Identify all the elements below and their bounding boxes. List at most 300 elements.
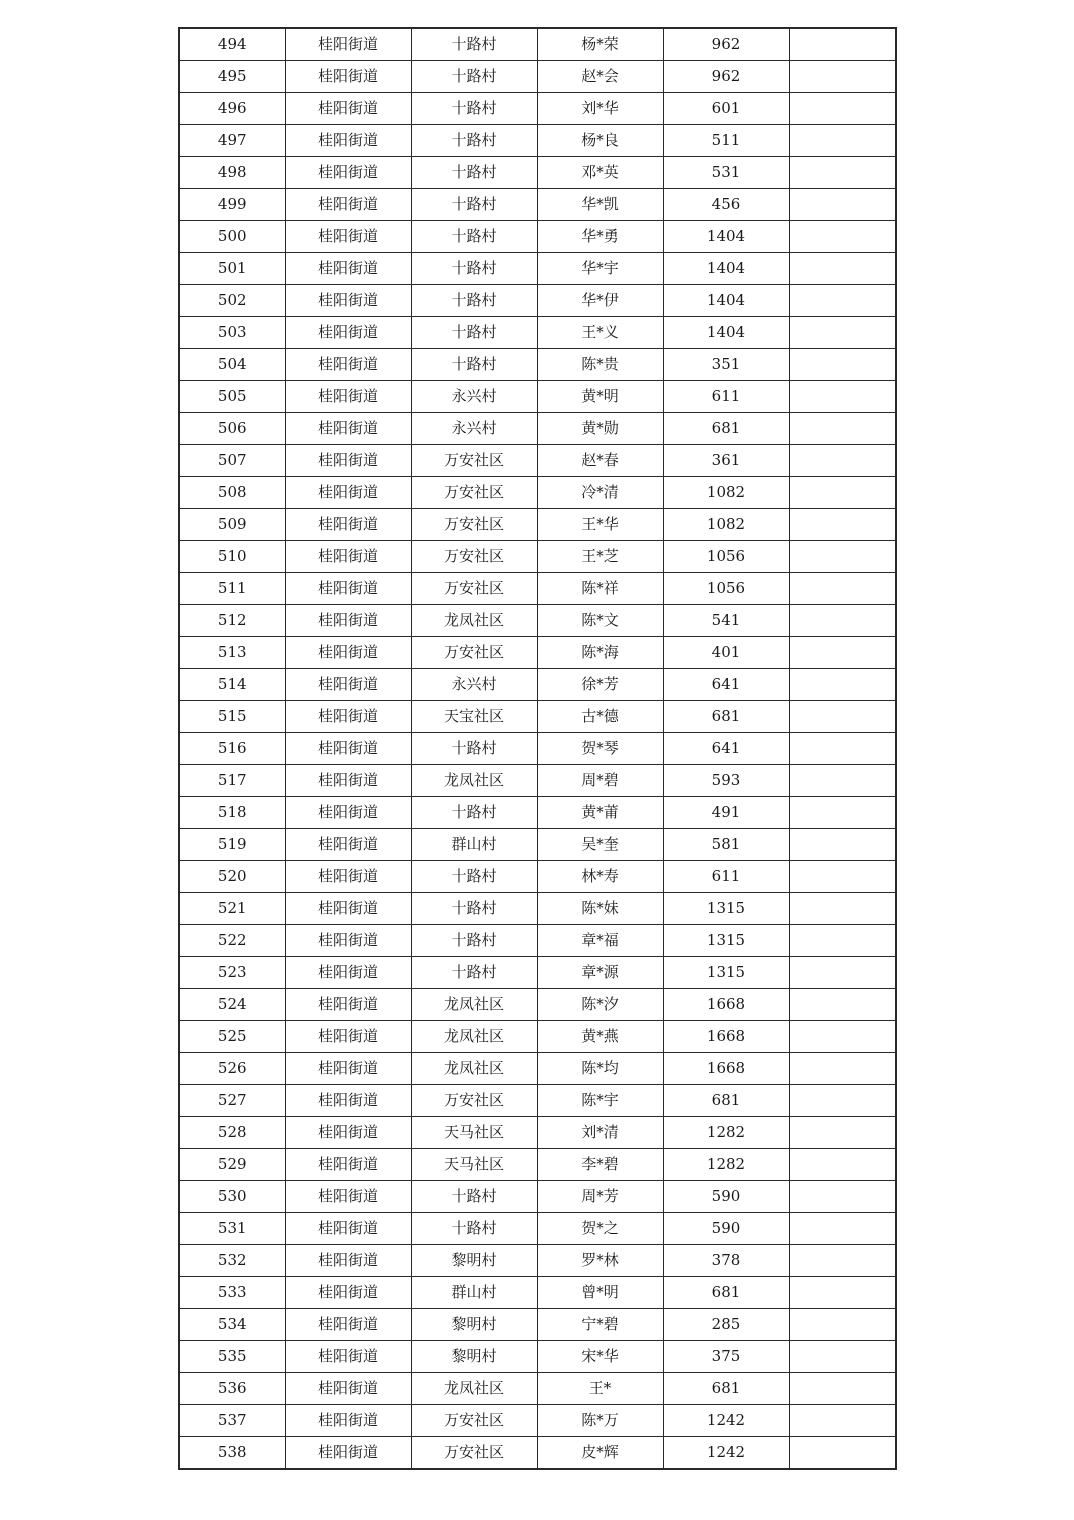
table-row	[179, 1213, 896, 1245]
street-cell: 桂阳街道	[285, 285, 411, 317]
name-cell: 罗*林	[537, 1245, 663, 1277]
name-cell: 冷*清	[537, 477, 663, 509]
village-cell: 十路村	[411, 893, 537, 925]
row-number-cell: 530	[179, 1181, 285, 1213]
amount-cell: 1282	[663, 1117, 789, 1149]
name-cell: 陈*祥	[537, 573, 663, 605]
table-row	[179, 669, 896, 701]
note-cell	[789, 1245, 896, 1277]
table-row	[179, 285, 896, 317]
note-cell	[789, 1437, 896, 1470]
amount-cell: 378	[663, 1245, 789, 1277]
village-cell: 黎明村	[411, 1341, 537, 1373]
note-cell	[789, 285, 896, 317]
village-cell: 十路村	[411, 28, 537, 61]
village-cell: 万安社区	[411, 445, 537, 477]
note-cell	[789, 1277, 896, 1309]
village-cell: 十路村	[411, 221, 537, 253]
name-cell: 杨*荣	[537, 28, 663, 61]
table-row	[179, 1405, 896, 1437]
street-cell: 桂阳街道	[285, 989, 411, 1021]
village-cell: 十路村	[411, 93, 537, 125]
street-cell: 桂阳街道	[285, 1085, 411, 1117]
village-cell: 群山村	[411, 829, 537, 861]
amount-cell: 590	[663, 1213, 789, 1245]
amount-cell: 1668	[663, 989, 789, 1021]
village-cell: 永兴村	[411, 413, 537, 445]
note-cell	[789, 125, 896, 157]
street-cell: 桂阳街道	[285, 93, 411, 125]
amount-cell: 1056	[663, 573, 789, 605]
note-cell	[789, 1181, 896, 1213]
name-cell: 宋*华	[537, 1341, 663, 1373]
street-cell: 桂阳街道	[285, 1021, 411, 1053]
table-row	[179, 957, 896, 989]
note-cell	[789, 1341, 896, 1373]
row-number-cell: 506	[179, 413, 285, 445]
row-number-cell: 533	[179, 1277, 285, 1309]
row-number-cell: 519	[179, 829, 285, 861]
street-cell: 桂阳街道	[285, 1213, 411, 1245]
row-number-cell: 509	[179, 509, 285, 541]
street-cell: 桂阳街道	[285, 1149, 411, 1181]
table-row	[179, 1373, 896, 1405]
name-cell: 古*德	[537, 701, 663, 733]
name-cell: 陈*汐	[537, 989, 663, 1021]
name-cell: 陈*妹	[537, 893, 663, 925]
note-cell	[789, 989, 896, 1021]
name-cell: 赵*会	[537, 61, 663, 93]
note-cell	[789, 1149, 896, 1181]
village-cell: 万安社区	[411, 477, 537, 509]
street-cell: 桂阳街道	[285, 28, 411, 61]
amount-cell: 1315	[663, 957, 789, 989]
name-cell: 陈*文	[537, 605, 663, 637]
village-cell: 十路村	[411, 285, 537, 317]
village-cell: 万安社区	[411, 1405, 537, 1437]
table-row	[179, 1245, 896, 1277]
row-number-cell: 505	[179, 381, 285, 413]
row-number-cell: 524	[179, 989, 285, 1021]
note-cell	[789, 957, 896, 989]
village-cell: 龙凤社区	[411, 1021, 537, 1053]
street-cell: 桂阳街道	[285, 669, 411, 701]
village-cell: 十路村	[411, 925, 537, 957]
name-cell: 章*源	[537, 957, 663, 989]
name-cell: 吴*奎	[537, 829, 663, 861]
name-cell: 华*凯	[537, 189, 663, 221]
street-cell: 桂阳街道	[285, 221, 411, 253]
table-row	[179, 1117, 896, 1149]
table-row	[179, 573, 896, 605]
row-number-cell: 517	[179, 765, 285, 797]
street-cell: 桂阳街道	[285, 381, 411, 413]
row-number-cell: 504	[179, 349, 285, 381]
note-cell	[789, 573, 896, 605]
name-cell: 刘*清	[537, 1117, 663, 1149]
row-number-cell: 515	[179, 701, 285, 733]
row-number-cell: 502	[179, 285, 285, 317]
table-row	[179, 893, 896, 925]
row-number-cell: 537	[179, 1405, 285, 1437]
street-cell: 桂阳街道	[285, 413, 411, 445]
table-row	[179, 317, 896, 349]
table-row	[179, 1277, 896, 1309]
row-number-cell: 497	[179, 125, 285, 157]
note-cell	[789, 605, 896, 637]
note-cell	[789, 797, 896, 829]
amount-cell: 351	[663, 349, 789, 381]
table-row	[179, 1437, 896, 1470]
name-cell: 黄*莆	[537, 797, 663, 829]
note-cell	[789, 669, 896, 701]
street-cell: 桂阳街道	[285, 637, 411, 669]
village-cell: 龙凤社区	[411, 1373, 537, 1405]
table-row	[179, 829, 896, 861]
amount-cell: 681	[663, 701, 789, 733]
amount-cell: 1315	[663, 925, 789, 957]
name-cell: 贺*琴	[537, 733, 663, 765]
table-row	[179, 221, 896, 253]
row-number-cell: 511	[179, 573, 285, 605]
name-cell: 曾*明	[537, 1277, 663, 1309]
street-cell: 桂阳街道	[285, 1053, 411, 1085]
amount-cell: 1404	[663, 317, 789, 349]
note-cell	[789, 61, 896, 93]
village-cell: 十路村	[411, 253, 537, 285]
amount-cell: 456	[663, 189, 789, 221]
street-cell: 桂阳街道	[285, 1117, 411, 1149]
row-number-cell: 522	[179, 925, 285, 957]
amount-cell: 611	[663, 381, 789, 413]
note-cell	[789, 1405, 896, 1437]
note-cell	[789, 1309, 896, 1341]
village-cell: 十路村	[411, 125, 537, 157]
street-cell: 桂阳街道	[285, 477, 411, 509]
name-cell: 陈*海	[537, 637, 663, 669]
table-row	[179, 93, 896, 125]
row-number-cell: 518	[179, 797, 285, 829]
name-cell: 林*寿	[537, 861, 663, 893]
row-number-cell: 529	[179, 1149, 285, 1181]
village-cell: 十路村	[411, 957, 537, 989]
amount-cell: 1404	[663, 285, 789, 317]
table-row	[179, 189, 896, 221]
note-cell	[789, 381, 896, 413]
note-cell	[789, 1213, 896, 1245]
name-cell: 陈*均	[537, 1053, 663, 1085]
name-cell: 王*	[537, 1373, 663, 1405]
street-cell: 桂阳街道	[285, 573, 411, 605]
row-number-cell: 531	[179, 1213, 285, 1245]
street-cell: 桂阳街道	[285, 765, 411, 797]
roster-table	[178, 27, 897, 1470]
village-cell: 万安社区	[411, 573, 537, 605]
street-cell: 桂阳街道	[285, 317, 411, 349]
village-cell: 十路村	[411, 1213, 537, 1245]
note-cell	[789, 93, 896, 125]
row-number-cell: 494	[179, 28, 285, 61]
name-cell: 徐*芳	[537, 669, 663, 701]
table-row	[179, 381, 896, 413]
note-cell	[789, 477, 896, 509]
amount-cell: 541	[663, 605, 789, 637]
village-cell: 天马社区	[411, 1117, 537, 1149]
row-number-cell: 528	[179, 1117, 285, 1149]
street-cell: 桂阳街道	[285, 1309, 411, 1341]
row-number-cell: 513	[179, 637, 285, 669]
note-cell	[789, 189, 896, 221]
table-row	[179, 413, 896, 445]
street-cell: 桂阳街道	[285, 1437, 411, 1470]
table-row	[179, 541, 896, 573]
table-row	[179, 125, 896, 157]
note-cell	[789, 1117, 896, 1149]
amount-cell: 1082	[663, 509, 789, 541]
note-cell	[789, 413, 896, 445]
village-cell: 万安社区	[411, 1085, 537, 1117]
row-number-cell: 512	[179, 605, 285, 637]
street-cell: 桂阳街道	[285, 701, 411, 733]
row-number-cell: 526	[179, 1053, 285, 1085]
roster-table-body	[179, 28, 896, 1469]
note-cell	[789, 925, 896, 957]
table-row	[179, 349, 896, 381]
street-cell: 桂阳街道	[285, 189, 411, 221]
name-cell: 皮*辉	[537, 1437, 663, 1470]
amount-cell: 962	[663, 61, 789, 93]
row-number-cell: 525	[179, 1021, 285, 1053]
amount-cell: 681	[663, 413, 789, 445]
village-cell: 万安社区	[411, 541, 537, 573]
street-cell: 桂阳街道	[285, 61, 411, 93]
row-number-cell: 495	[179, 61, 285, 93]
table-row	[179, 1021, 896, 1053]
village-cell: 十路村	[411, 61, 537, 93]
village-cell: 万安社区	[411, 1437, 537, 1470]
street-cell: 桂阳街道	[285, 957, 411, 989]
street-cell: 桂阳街道	[285, 349, 411, 381]
village-cell: 十路村	[411, 349, 537, 381]
row-number-cell: 536	[179, 1373, 285, 1405]
amount-cell: 962	[663, 28, 789, 61]
name-cell: 黄*明	[537, 381, 663, 413]
amount-cell: 681	[663, 1277, 789, 1309]
amount-cell: 1668	[663, 1021, 789, 1053]
name-cell: 王*芝	[537, 541, 663, 573]
table-row	[179, 1053, 896, 1085]
street-cell: 桂阳街道	[285, 541, 411, 573]
table-row	[179, 1181, 896, 1213]
name-cell: 周*芳	[537, 1181, 663, 1213]
table-row	[179, 925, 896, 957]
street-cell: 桂阳街道	[285, 893, 411, 925]
note-cell	[789, 893, 896, 925]
street-cell: 桂阳街道	[285, 1277, 411, 1309]
street-cell: 桂阳街道	[285, 1405, 411, 1437]
amount-cell: 641	[663, 733, 789, 765]
village-cell: 永兴村	[411, 669, 537, 701]
village-cell: 龙凤社区	[411, 1053, 537, 1085]
table-row	[179, 701, 896, 733]
street-cell: 桂阳街道	[285, 733, 411, 765]
street-cell: 桂阳街道	[285, 1341, 411, 1373]
note-cell	[789, 1021, 896, 1053]
row-number-cell: 499	[179, 189, 285, 221]
name-cell: 周*碧	[537, 765, 663, 797]
amount-cell: 1315	[663, 893, 789, 925]
table-row	[179, 861, 896, 893]
row-number-cell: 500	[179, 221, 285, 253]
table-row	[179, 1309, 896, 1341]
name-cell: 黄*燕	[537, 1021, 663, 1053]
table-row	[179, 733, 896, 765]
row-number-cell: 535	[179, 1341, 285, 1373]
village-cell: 天宝社区	[411, 701, 537, 733]
note-cell	[789, 861, 896, 893]
row-number-cell: 523	[179, 957, 285, 989]
name-cell: 陈*宇	[537, 1085, 663, 1117]
amount-cell: 611	[663, 861, 789, 893]
note-cell	[789, 1085, 896, 1117]
table-row	[179, 765, 896, 797]
amount-cell: 1242	[663, 1405, 789, 1437]
amount-cell: 681	[663, 1373, 789, 1405]
village-cell: 万安社区	[411, 637, 537, 669]
table-row	[179, 157, 896, 189]
note-cell	[789, 157, 896, 189]
name-cell: 宁*碧	[537, 1309, 663, 1341]
street-cell: 桂阳街道	[285, 797, 411, 829]
name-cell: 华*勇	[537, 221, 663, 253]
table-row	[179, 477, 896, 509]
street-cell: 桂阳街道	[285, 253, 411, 285]
table-row	[179, 28, 896, 61]
village-cell: 黎明村	[411, 1309, 537, 1341]
village-cell: 十路村	[411, 733, 537, 765]
row-number-cell: 527	[179, 1085, 285, 1117]
amount-cell: 401	[663, 637, 789, 669]
note-cell	[789, 541, 896, 573]
row-number-cell: 520	[179, 861, 285, 893]
note-cell	[789, 829, 896, 861]
village-cell: 十路村	[411, 797, 537, 829]
village-cell: 十路村	[411, 157, 537, 189]
street-cell: 桂阳街道	[285, 125, 411, 157]
village-cell: 万安社区	[411, 509, 537, 541]
street-cell: 桂阳街道	[285, 1373, 411, 1405]
note-cell	[789, 349, 896, 381]
amount-cell: 511	[663, 125, 789, 157]
amount-cell: 641	[663, 669, 789, 701]
name-cell: 华*宇	[537, 253, 663, 285]
street-cell: 桂阳街道	[285, 925, 411, 957]
street-cell: 桂阳街道	[285, 829, 411, 861]
row-number-cell: 514	[179, 669, 285, 701]
table-row	[179, 1341, 896, 1373]
table-row	[179, 445, 896, 477]
table-row	[179, 253, 896, 285]
name-cell: 刘*华	[537, 93, 663, 125]
street-cell: 桂阳街道	[285, 1181, 411, 1213]
note-cell	[789, 28, 896, 61]
name-cell: 李*碧	[537, 1149, 663, 1181]
table-row	[179, 797, 896, 829]
table-row	[179, 605, 896, 637]
street-cell: 桂阳街道	[285, 861, 411, 893]
village-cell: 十路村	[411, 1181, 537, 1213]
table-row	[179, 61, 896, 93]
row-number-cell: 501	[179, 253, 285, 285]
village-cell: 黎明村	[411, 1245, 537, 1277]
row-number-cell: 503	[179, 317, 285, 349]
amount-cell: 1404	[663, 253, 789, 285]
row-number-cell: 507	[179, 445, 285, 477]
row-number-cell: 516	[179, 733, 285, 765]
amount-cell: 531	[663, 157, 789, 189]
row-number-cell: 534	[179, 1309, 285, 1341]
amount-cell: 590	[663, 1181, 789, 1213]
row-number-cell: 498	[179, 157, 285, 189]
name-cell: 陈*万	[537, 1405, 663, 1437]
amount-cell: 375	[663, 1341, 789, 1373]
name-cell: 王*华	[537, 509, 663, 541]
village-cell: 十路村	[411, 861, 537, 893]
note-cell	[789, 765, 896, 797]
name-cell: 章*福	[537, 925, 663, 957]
note-cell	[789, 701, 896, 733]
table-row	[179, 989, 896, 1021]
amount-cell: 491	[663, 797, 789, 829]
row-number-cell: 532	[179, 1245, 285, 1277]
amount-cell: 361	[663, 445, 789, 477]
street-cell: 桂阳街道	[285, 445, 411, 477]
amount-cell: 593	[663, 765, 789, 797]
street-cell: 桂阳街道	[285, 1245, 411, 1277]
note-cell	[789, 253, 896, 285]
name-cell: 陈*贵	[537, 349, 663, 381]
note-cell	[789, 637, 896, 669]
amount-cell: 1404	[663, 221, 789, 253]
note-cell	[789, 317, 896, 349]
village-cell: 龙凤社区	[411, 605, 537, 637]
amount-cell: 1282	[663, 1149, 789, 1181]
amount-cell: 1056	[663, 541, 789, 573]
row-number-cell: 521	[179, 893, 285, 925]
amount-cell: 1082	[663, 477, 789, 509]
village-cell: 天马社区	[411, 1149, 537, 1181]
amount-cell: 285	[663, 1309, 789, 1341]
amount-cell: 581	[663, 829, 789, 861]
table-row	[179, 1149, 896, 1181]
row-number-cell: 496	[179, 93, 285, 125]
note-cell	[789, 221, 896, 253]
village-cell: 十路村	[411, 189, 537, 221]
amount-cell: 1242	[663, 1437, 789, 1470]
name-cell: 贺*之	[537, 1213, 663, 1245]
table-row	[179, 1085, 896, 1117]
village-cell: 龙凤社区	[411, 765, 537, 797]
village-cell: 永兴村	[411, 381, 537, 413]
street-cell: 桂阳街道	[285, 605, 411, 637]
note-cell	[789, 445, 896, 477]
amount-cell: 681	[663, 1085, 789, 1117]
document-page	[178, 27, 895, 1470]
village-cell: 群山村	[411, 1277, 537, 1309]
village-cell: 十路村	[411, 317, 537, 349]
table-row	[179, 509, 896, 541]
note-cell	[789, 509, 896, 541]
